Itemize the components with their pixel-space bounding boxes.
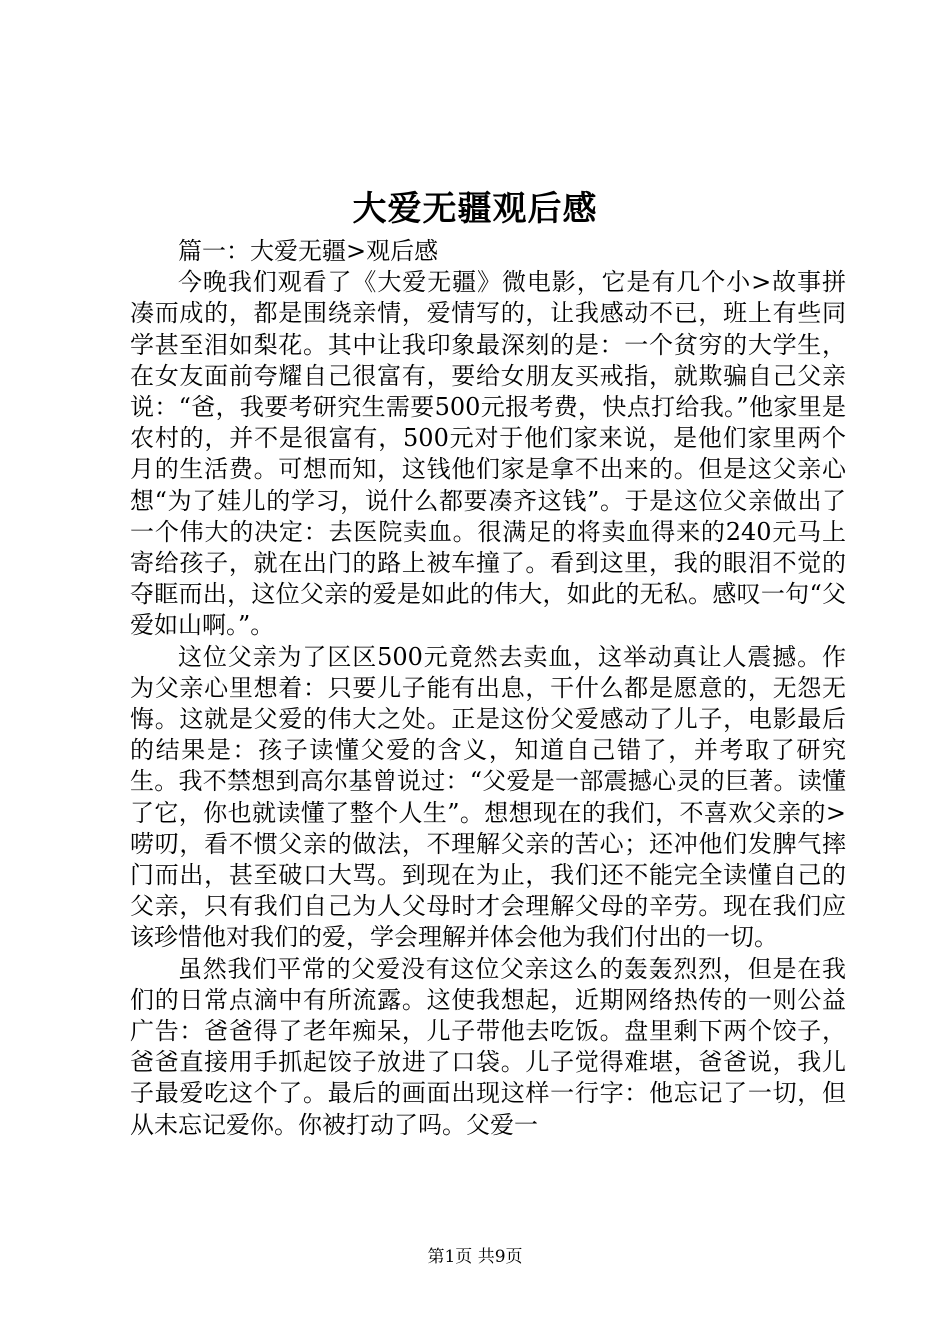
paragraph-1: 今晚我们观看了《大爱无疆》微电影，它是有几个小>故事拼凑而成的，都是围绕亲情，爱情写的，让我感动不已，班上有些同学甚至泪如梨花。其中让我印象最深刻的是：一个贫穷的大学生，在女友面前夸耀自己很富有，要给女朋友买戒指，就欺骗自己父亲说：“爸，我要考研究生需要500元报考费，快点打给我。”他家里是农村的，并不是很富有，500元对于他们家来说，是他们家里两个月的生活费。可想而知，这钱他们家是拿不出来的。但是这父亲心想“为了娃儿的学习，说什么都要凑齐这钱”。于是这位父亲做出了一个伟大的决定：去医院卖血。很满足的将卖血得来的240元马上寄给孩子，就在出门的路上被车撞了。看到这里，我的眼泪不觉的夺眶而出，这位父亲的爱是如此的伟大，如此的无私。感叹一句“父爱如山啊。”。: [130, 268, 846, 640]
document-title: 大爱无疆观后感: [352, 189, 598, 229]
paragraph-2: 这位父亲为了区区500元竟然去卖血，这举动真让人震撼。作为父亲心里想着：只要儿子能有出息，干什么都是愿意的，无怨无悔。这就是父爱的伟大之处。正是这份父爱感动了儿子，电影最后的结果是：孩子读懂父爱的含义，知道自己错了，并考取了研究生。我不禁想到高尔基曾说过：“父爱是一部震撼心灵的巨著。读懂了它，你也就读懂了整个人生”。想想现在的我们，不喜欢父亲的>唠叨，看不惯父亲的做法，不理解父亲的苦心；还冲他们发脾气摔门而出，甚至破口大骂。到现在为止，我们还不能完全读懂自己的父亲，只有我们自己为人父母时才会理解父母的辛劳。现在我们应该珍惜他对我们的爱，学会理解并体会他为我们付出的一切。: [130, 642, 846, 952]
paragraph-3: 虽然我们平常的父爱没有这位父亲这么的轰轰烈烈，但是在我们的日常点滴中有所流露。这使我想起，近期网络热传的一则公益广告：爸爸得了老年痴呆，儿子带他去吃饭。盘里剩下两个饺子，爸爸直接用手抓起饺子放进了口袋。儿子觉得难堪，爸爸说，我儿子最爱吃这个了。最后的画面出现这样一行字：他忘记了一切，但从未忘记爱你。你被打动了吗。父爱一: [130, 954, 846, 1139]
document-body: [130, 236, 846, 1141]
page-footer: 第1页 共9页: [427, 1247, 523, 1267]
section-heading: 篇一：大爱无疆>观后感: [178, 237, 439, 265]
